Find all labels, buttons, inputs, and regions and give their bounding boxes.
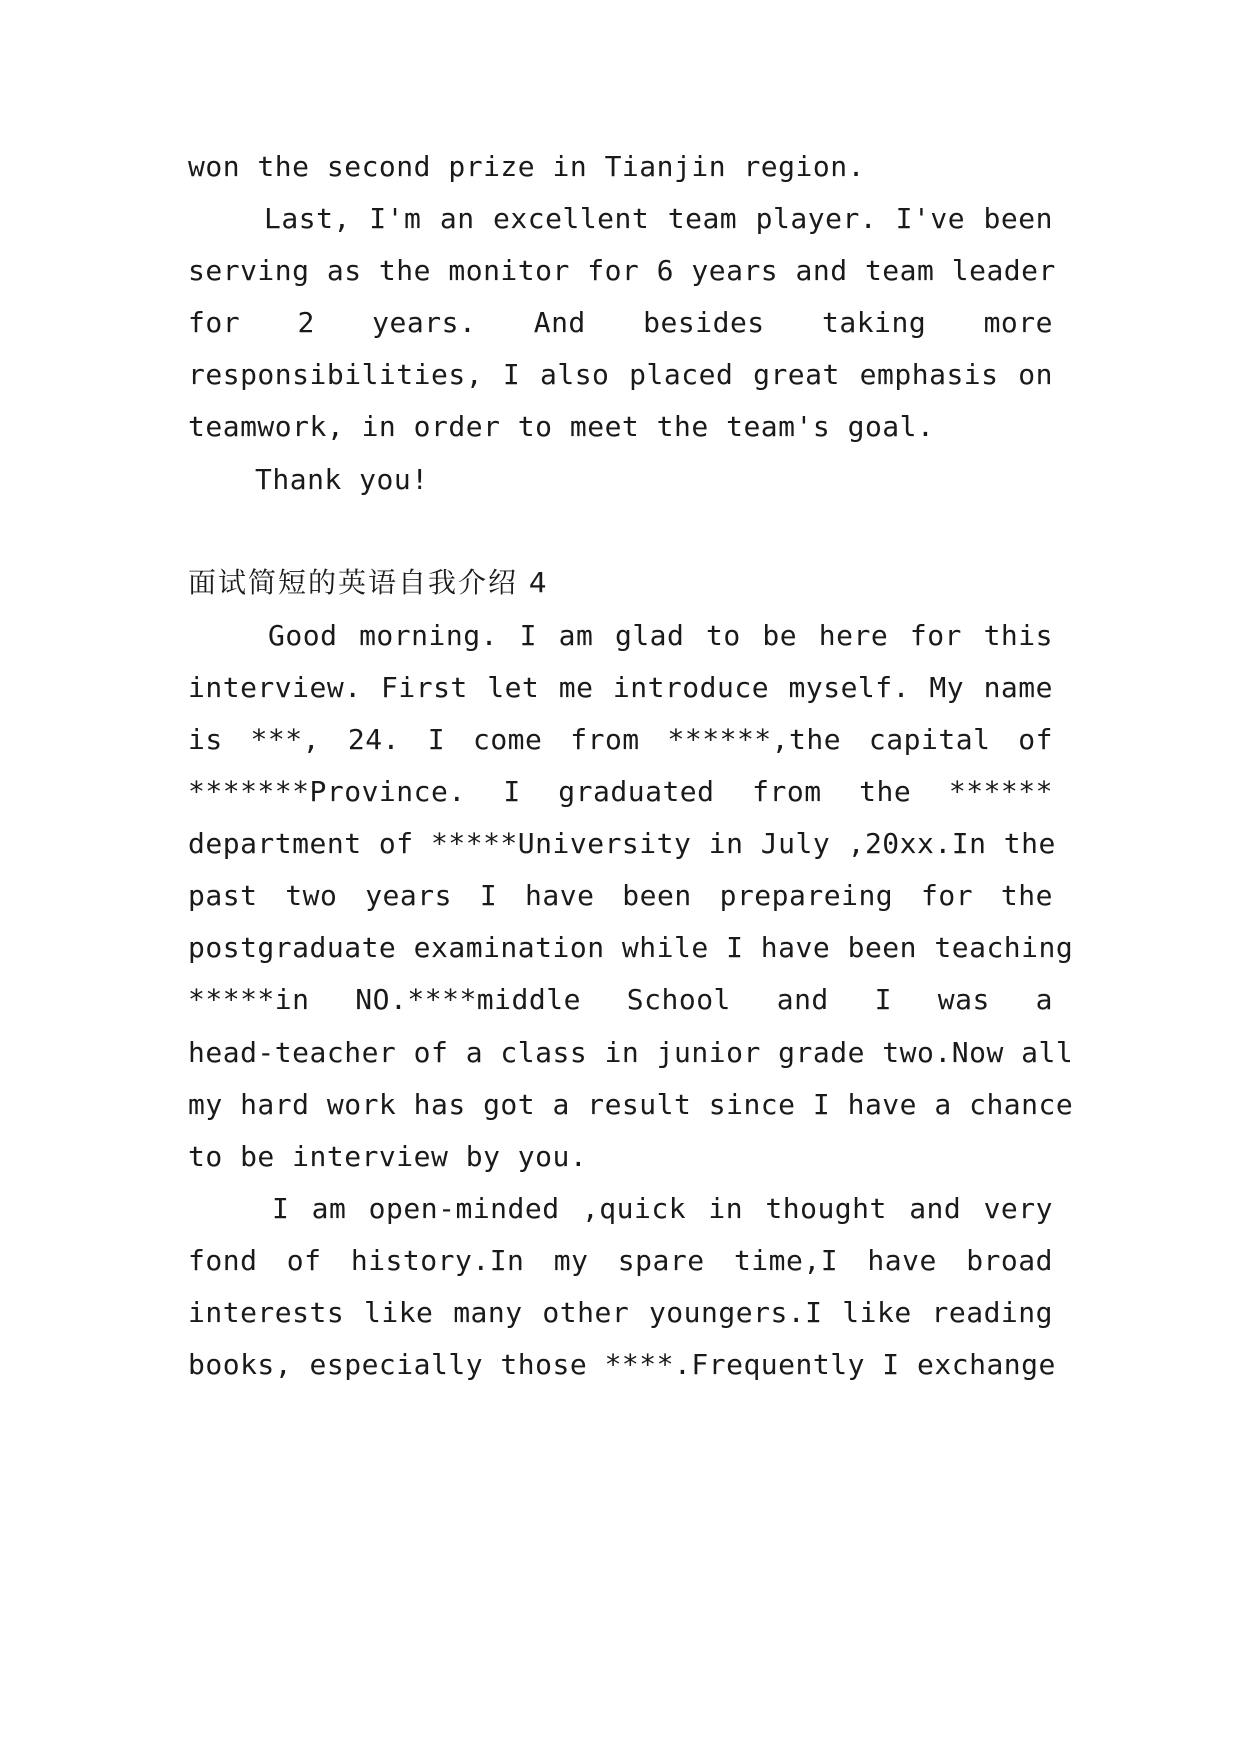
text-line: for 2 years. And besides taking more — [188, 306, 1053, 339]
text-line: *******Province. I graduated from the ****** — [188, 775, 1053, 808]
section-heading: 面试简短的英语自我介绍 4 — [188, 566, 549, 599]
text-line: Good morning. I am glad to be here for this — [268, 619, 1053, 652]
text-line: responsibilities, I also placed great emphasis on — [188, 358, 1053, 391]
closing-line: Thank you! — [255, 463, 429, 496]
text-line: to be interview by you. — [188, 1140, 588, 1173]
text-line: postgraduate examination while I have been teaching — [188, 931, 1074, 964]
text-line: head-teacher of a class in junior grade two.Now all — [188, 1036, 1074, 1069]
text-line: is ***, 24. I come from ******,the capital of — [188, 723, 1053, 756]
text-line: teamwork, in order to meet the team's goal. — [188, 410, 935, 443]
text-line: won the second prize in Tianjin region. — [188, 150, 865, 183]
text-line: my hard work has got a result since I have a chance — [188, 1088, 1074, 1121]
text-line: interests like many other youngers.I like reading — [188, 1296, 1053, 1329]
text-line: interview. First let me introduce myself. My name — [188, 671, 1053, 704]
text-line: I am open-minded ,quick in thought and very — [272, 1192, 1053, 1225]
text-line: Last, I'm an excellent team player. I've been — [264, 202, 1053, 235]
text-line: past two years I have been prepareing for the — [188, 879, 1053, 912]
text-line: department of *****University in July ,20xx.In the — [188, 827, 1056, 860]
text-line: serving as the monitor for 6 years and team leader — [188, 254, 1056, 287]
text-line: *****in NO.****middle School and I was a — [188, 983, 1053, 1016]
text-line: fond of history.In my spare time,I have broad — [188, 1244, 1053, 1277]
text-line: books, especially those ****.Frequently I exchange — [188, 1348, 1056, 1381]
